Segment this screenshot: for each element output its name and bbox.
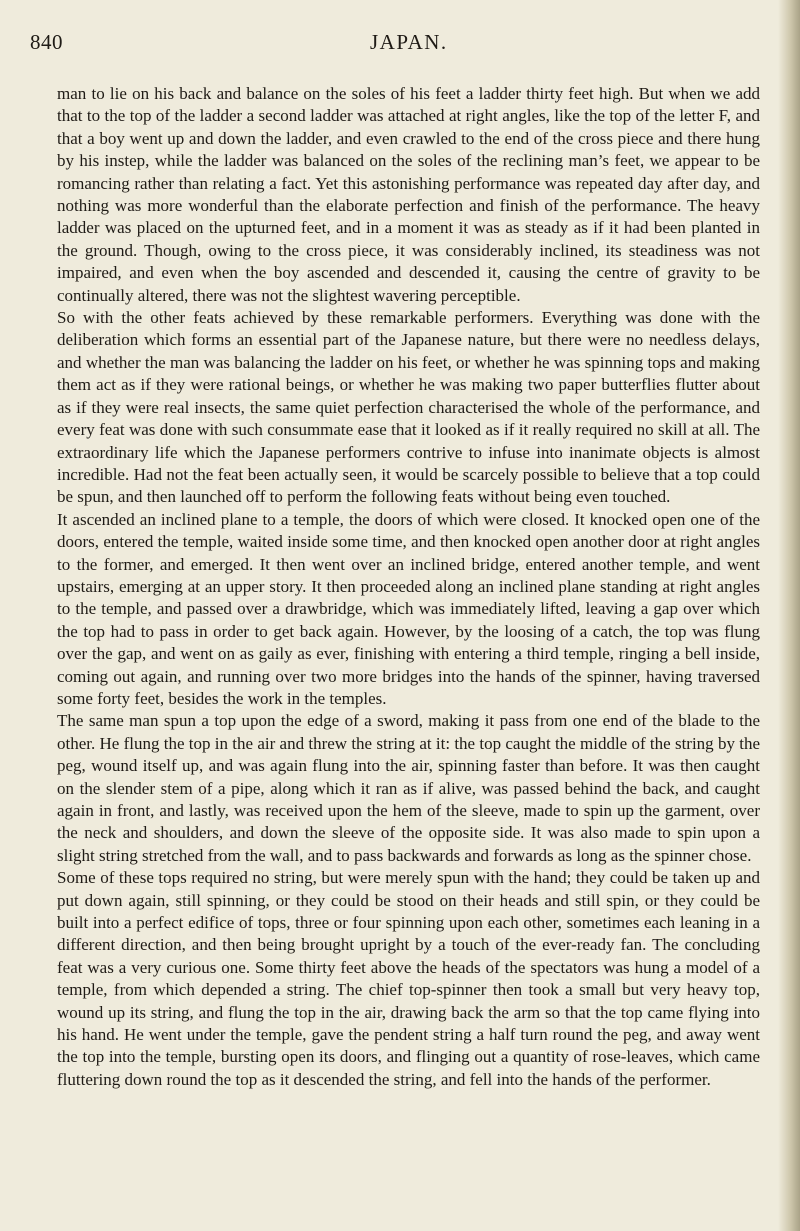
page-header: [30, 30, 770, 60]
paragraph: It ascended an inclined plane to a temple, the doors of which were closed. It knocked open one of the doors, entered the temple, waited inside some time, and then knocked open another door at right angles to the former, and emerged. It then went over an inclined bridge, entered another temple, and went upstairs, emerging at an upper story. It then proceeded along an inclined plane standing at right angles to the temple, and passed over a drawbridge, which was immediately lifted, leaving a gap over which the top had to pass in order to get back again. However, by the loosing of a catch, the top was flung over the gap, and went on as gaily as ever, finishing with entering a third temple, ringing a bell inside, coming out again, and running over two more bridges into the hands of the spinner, having traversed some forty feet, besides the work in the temples.: [57, 509, 760, 708]
paragraph: So with the other feats achieved by these remarkable performers. Everything was done with the deliberation which forms an essential part of the Japanese nature, but there were no needless delays, and whether the man was balancing the ladder on his feet, or whether he was spinning tops and making them act as if they were rational beings, or whether he was making two paper butterflies flutter about as if they were real insects, the same quiet perfection characterised the whole of the performance, and every feat was done with such consummate ease that it looked as if it really required no skill at all. The extraordinary life which the Japanese performers contrive to infuse into inanimate objects is almost incredible. Had not the feat been actually seen, it would be scarcely possible to believe that a top could be spun, and then launched off to perform the following feats without being even touched.: [57, 308, 760, 507]
paragraph: man to lie on his back and balance on the soles of his feet a ladder thirty feet high. But when we add that to the top of the ladder a second ladder was attached at right angles, like the top of the letter F, and that a boy went up and down the ladder, and even crawled to the end of the cross piece and there hung by his instep, while the ladder was balanced on the soles of the reclining man’s feet, we appear to be romancing rather than relating a fact. Yet this astonishing performance was repeated day after day, and nothing was more wonderful than the elaborate perfection and finish of the performance. The heavy ladder was placed on the upturned feet, and in a moment it was as steady as if it had been planted in the ground. Though, owing to the cross piece, it was considerably inclined, its steadiness was not impaired, and even when the boy ascended and descended it, causing the centre of gravity to be continually altered, there was not the slightest wavering perceptible.: [57, 84, 760, 305]
body-text: [57, 83, 760, 1091]
page-number: 840: [30, 30, 63, 54]
running-title: JAPAN.: [370, 30, 448, 54]
paragraph: The same man spun a top upon the edge of a sword, making it pass from one end of the blade to the other. He flung the top in the air and threw the string at it: the top caught the middle of the string by the peg, wound itself up, and was again flung into the air, spinning faster than before. It was then caught on the slender stem of a pipe, along which it ran as if alive, was passed behind the back, and caught again in front, and lastly, was received upon the hem of the sleeve, made to spin up the garment, over the neck and shoulders, and down the sleeve of the opposite side. It was also made to spin upon a slight string stretched from the wall, and to pass backwards and forwards as long as the spinner chose.: [57, 711, 760, 865]
page-edge-shadow: [778, 0, 800, 1231]
paragraph: Some of these tops required no string, but were merely spun with the hand; they could be taken up and put down again, still spinning, or they could be stood on their heads and still spin, or they could be built into a perfect edifice of tops, three or four spinning upon each other, sometimes each leaning in a different direction, and then being brought upright by a touch of the ever-ready fan. The concluding feat was a very curious one. Some thirty feet above the heads of the spectators was hung a model of a temple, from which depended a string. The chief top-spinner then took a small but very heavy top, wound up its string, and flung the top in the air, drawing back the arm so that the top came flying into his hand. He went under the temple, gave the pendent string a half turn round the peg, and away went the top into the temple, bursting open its doors, and flinging out a quantity of rose-leaves, which came fluttering down round the top as it descended the string, and fell into the hands of the performer.: [57, 868, 760, 1089]
